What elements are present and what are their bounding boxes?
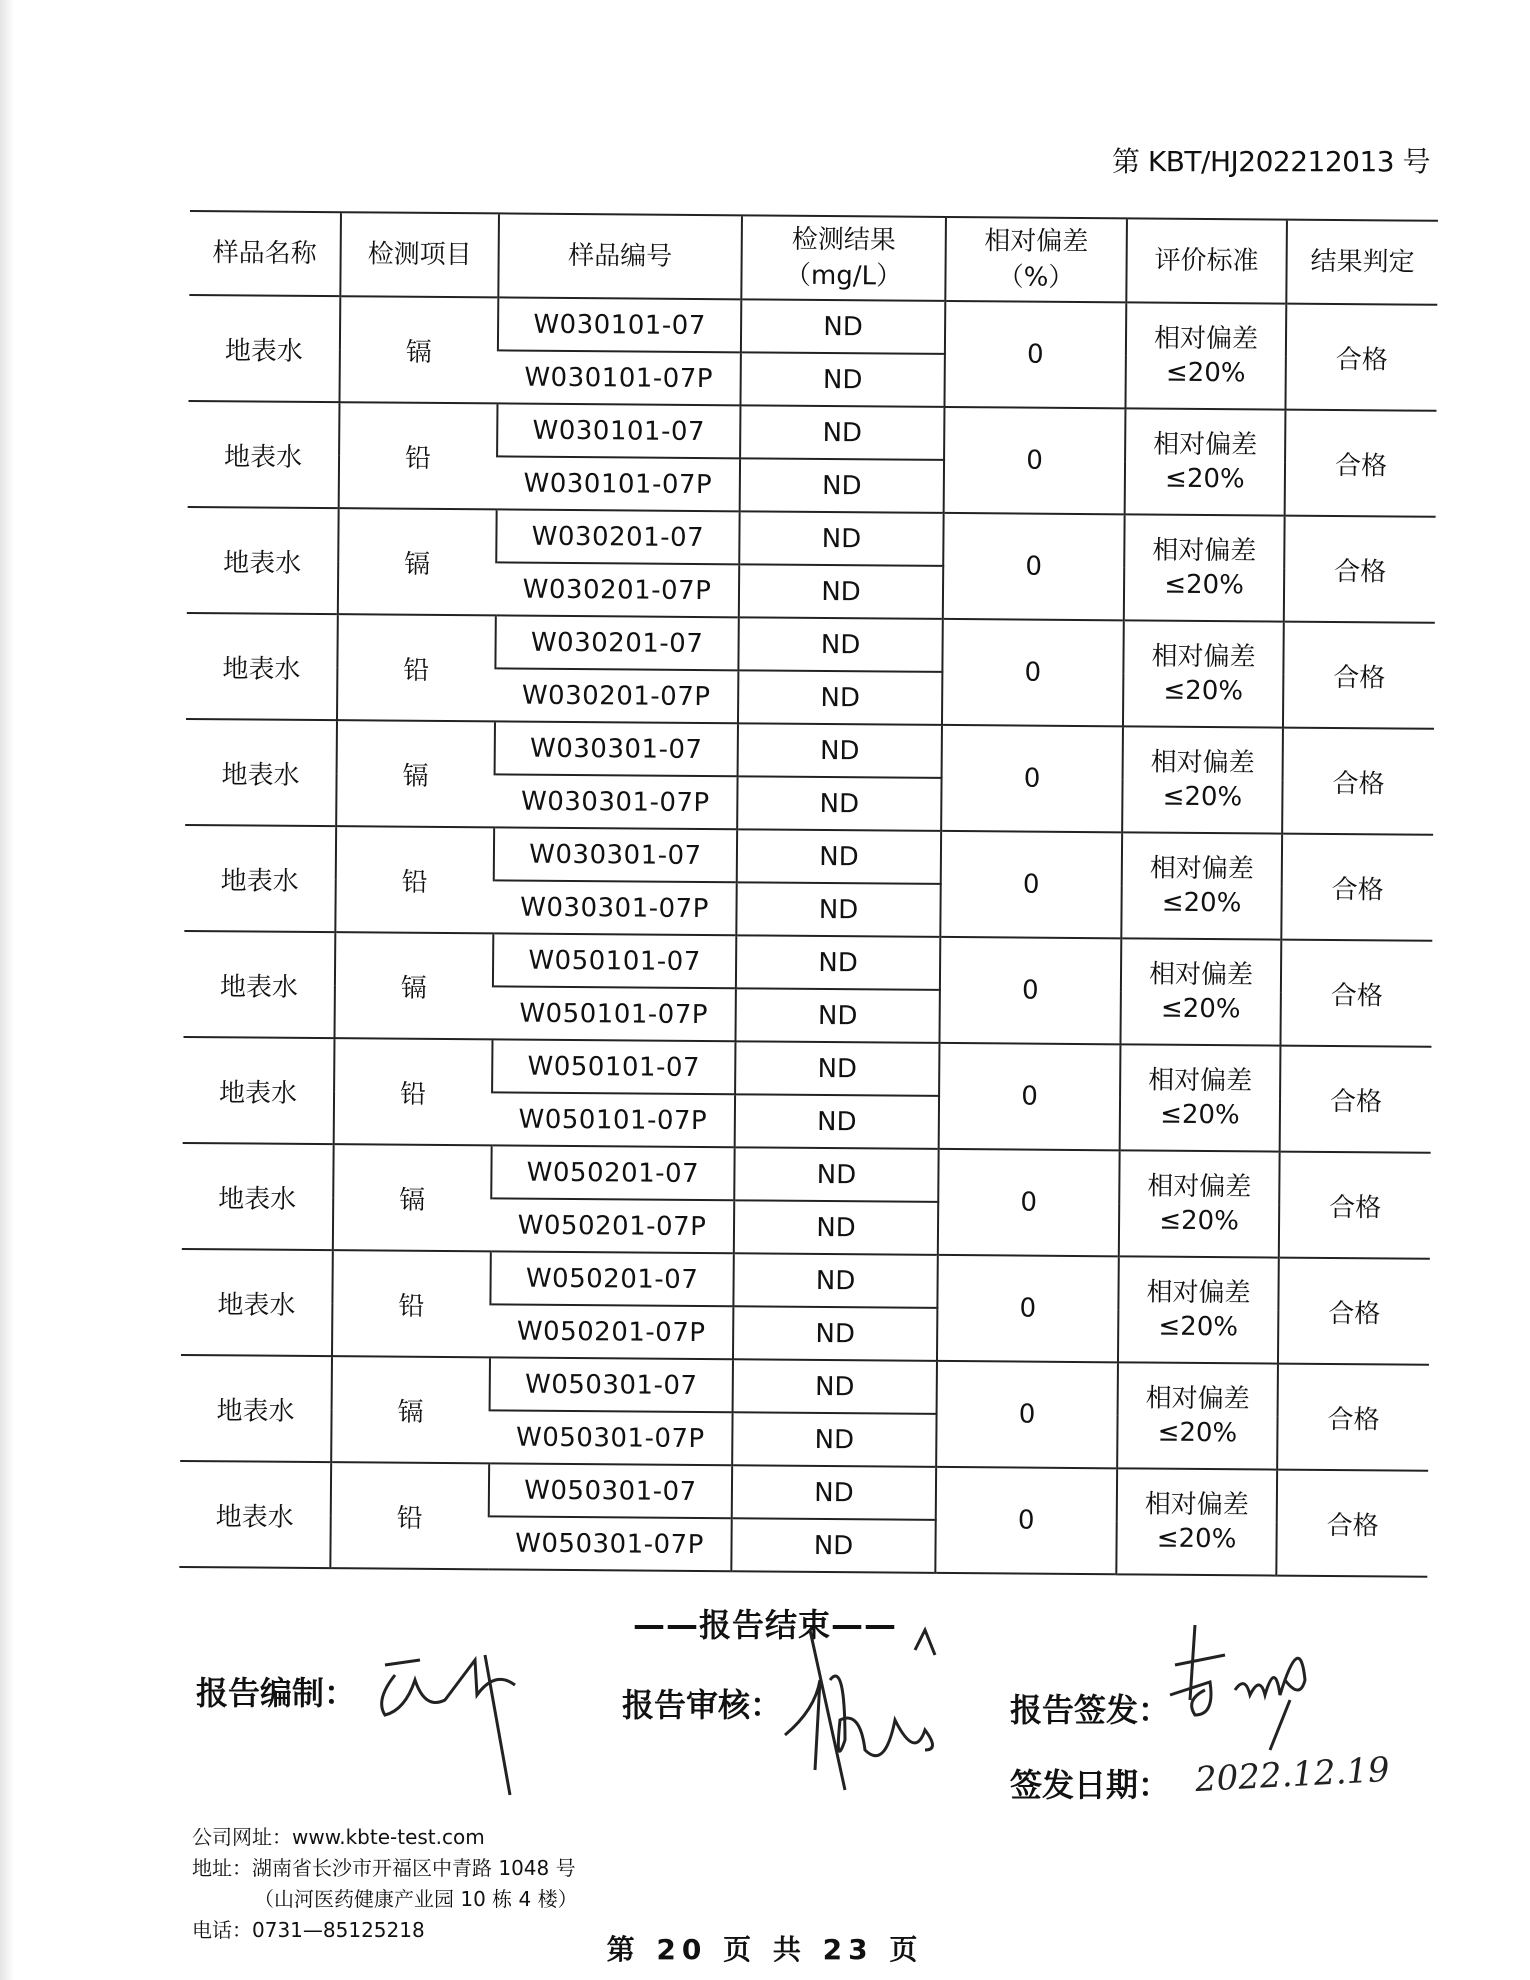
deviation-cell: 0 [938, 1149, 1120, 1256]
sample-name-cell: 地表水 [188, 295, 340, 402]
table-row [186, 719, 1434, 782]
compiled-by-label: 报告编制： [196, 1674, 357, 1712]
result-cell: ND [736, 935, 940, 990]
standard-cell: 相对偏差 ≤20% [1124, 514, 1285, 621]
deviation-cell: 0 [939, 1043, 1121, 1150]
sample-name-cell: 地表水 [187, 507, 339, 614]
header-result: 检测结果 （mg/L） [741, 215, 946, 301]
sample-id-cell: W050201-07 [491, 1145, 734, 1200]
table-row [181, 1355, 1429, 1418]
result-cell: ND [738, 723, 942, 778]
table-row [184, 931, 1432, 994]
sample-name-cell: 地表水 [182, 1143, 334, 1250]
deviation-cell: 0 [944, 407, 1126, 514]
verdict-cell: 合格 [1279, 1152, 1431, 1259]
sample-name-cell: 地表水 [181, 1249, 333, 1356]
standard-cell: 相对偏差 ≤20% [1123, 620, 1284, 727]
reviewed-by-label: 报告审核： [622, 1686, 783, 1724]
company-website: 公司网址：www.kbte-test.com [192, 1825, 485, 1849]
test-item-cell: 铅 [337, 614, 496, 721]
result-cell: ND [736, 882, 940, 937]
result-cell: ND [740, 352, 944, 407]
report-number: 第 KBT/HJ202212013 号 [1111, 145, 1430, 178]
sample-id-cell: W030101-07P [497, 456, 740, 511]
sample-id-cell: W050301-07P [489, 1410, 732, 1465]
deviation-cell: 0 [942, 619, 1124, 726]
scan-edge [0, 0, 14, 1980]
result-cell: ND [733, 1306, 937, 1361]
result-cell: ND [738, 617, 942, 672]
header-sample-id: 样品编号 [498, 213, 742, 299]
deviation-cell: 0 [940, 831, 1122, 938]
issue-date-handwritten: 2022.12.19 [1194, 1749, 1391, 1801]
results-table [179, 210, 1438, 1578]
deviation-cell: 0 [937, 1255, 1119, 1362]
result-cell: ND [740, 458, 944, 513]
result-cell: ND [733, 1359, 937, 1414]
result-cell: ND [741, 299, 945, 354]
standard-cell: 相对偏差 ≤20% [1120, 1044, 1281, 1151]
sample-id-cell: W050101-07 [493, 933, 736, 988]
compiler-signature [365, 1640, 545, 1800]
deviation-cell: 0 [935, 1467, 1117, 1574]
table-row [186, 613, 1434, 676]
sample-id-cell: W030301-07P [494, 774, 737, 829]
deviation-cell: 0 [941, 725, 1123, 832]
sample-id-cell: W050101-07P [492, 1092, 735, 1147]
verdict-cell: 合格 [1283, 622, 1435, 729]
sample-name-cell: 地表水 [184, 931, 336, 1038]
header-deviation: 相对偏差 （%） [945, 217, 1127, 302]
sample-name-cell: 地表水 [180, 1355, 332, 1462]
table-row [180, 1461, 1428, 1524]
company-phone: 电话：0731—85125218 [192, 1918, 425, 1942]
result-cell: ND [737, 776, 941, 831]
issue-date-label: 签发日期： [1010, 1766, 1171, 1804]
sample-id-cell: W050301-07P [488, 1516, 731, 1571]
standard-cell: 相对偏差 ≤20% [1118, 1256, 1279, 1363]
test-item-cell: 铅 [339, 402, 498, 509]
sample-id-cell: W050301-07 [490, 1357, 733, 1412]
result-cell: ND [735, 1094, 939, 1149]
standard-cell: 相对偏差 ≤20% [1116, 1468, 1277, 1575]
verdict-cell: 合格 [1277, 1364, 1429, 1471]
sample-id-cell: W050201-07P [491, 1198, 734, 1253]
result-cell: ND [740, 405, 944, 460]
standard-cell: 相对偏差 ≤20% [1122, 726, 1283, 833]
sample-id-cell: W030201-07P [495, 668, 738, 723]
header-test-item: 检测项目 [340, 212, 499, 297]
table-row [185, 825, 1433, 888]
sample-id-cell: W050201-07 [490, 1251, 733, 1306]
test-item-cell: 镉 [333, 1144, 492, 1251]
verdict-cell: 合格 [1276, 1470, 1428, 1577]
test-item-cell: 镉 [338, 508, 497, 615]
result-cell: ND [734, 1200, 938, 1255]
result-cell: ND [739, 564, 943, 619]
sample-name-cell: 地表水 [179, 1461, 331, 1568]
table-row [187, 507, 1435, 570]
test-item-cell: 镉 [336, 720, 495, 827]
verdict-cell: 合格 [1278, 1258, 1430, 1365]
standard-cell: 相对偏差 ≤20% [1120, 938, 1281, 1045]
result-cell: ND [739, 511, 943, 566]
sample-id-cell: W030101-07 [498, 297, 741, 352]
sample-name-cell: 地表水 [183, 1037, 335, 1144]
sample-id-cell: W030201-07P [496, 562, 739, 617]
header-standard: 评价标准 [1126, 218, 1287, 303]
sample-name-cell: 地表水 [188, 401, 340, 508]
table-row [183, 1037, 1431, 1100]
sample-id-cell: W030301-07 [494, 827, 737, 882]
test-item-cell: 镉 [339, 296, 498, 403]
result-cell: ND [734, 1147, 938, 1202]
result-cell: ND [737, 829, 941, 884]
standard-cell: 相对偏差 ≤20% [1121, 832, 1282, 939]
test-item-cell: 铅 [335, 826, 494, 933]
deviation-cell: 0 [936, 1361, 1118, 1468]
sample-id-cell: W030201-07 [495, 615, 738, 670]
sample-id-cell: W050301-07 [489, 1463, 732, 1518]
test-item-cell: 铅 [332, 1250, 491, 1357]
result-cell: ND [738, 670, 942, 725]
verdict-cell: 合格 [1281, 834, 1433, 941]
test-item-cell: 铅 [330, 1462, 489, 1569]
table-row [188, 401, 1436, 464]
sample-name-cell: 地表水 [184, 825, 336, 932]
sample-id-cell: W030301-07 [495, 721, 738, 776]
deviation-cell: 0 [939, 937, 1121, 1044]
header-sample-name: 样品名称 [189, 211, 341, 296]
result-cell: ND [732, 1465, 936, 1520]
table-header-row [189, 211, 1438, 305]
table-row [189, 295, 1437, 358]
company-address: 地址：湖南省长沙市开福区中青路 1048 号 [192, 1856, 576, 1880]
reviewer-signature [775, 1620, 975, 1820]
sample-id-cell: W030201-07 [496, 509, 739, 564]
result-cell: ND [732, 1412, 936, 1467]
report-end: ——报告结束—— [632, 1606, 897, 1644]
test-item-cell: 铅 [334, 1038, 493, 1145]
test-item-cell: 镉 [335, 932, 494, 1039]
result-cell: ND [735, 1041, 939, 1096]
result-cell: ND [735, 988, 939, 1043]
sample-id-cell: W050201-07P [490, 1304, 733, 1359]
sample-name-cell: 地表水 [185, 719, 337, 826]
standard-cell: 相对偏差 ≤20% [1117, 1362, 1278, 1469]
company-address-detail: （山河医药健康产业园 10 栋 4 楼） [254, 1887, 578, 1911]
deviation-cell: 0 [943, 513, 1125, 620]
header-verdict: 结果判定 [1286, 220, 1438, 305]
deviation-cell: 0 [944, 301, 1126, 408]
sample-name-cell: 地表水 [186, 613, 338, 720]
sample-id-cell: W050101-07P [492, 986, 735, 1041]
verdict-cell: 合格 [1280, 1046, 1432, 1153]
sample-id-cell: W030101-07 [497, 403, 740, 458]
verdict-cell: 合格 [1285, 410, 1437, 517]
verdict-cell: 合格 [1284, 516, 1436, 623]
verdict-cell: 合格 [1282, 728, 1434, 835]
sample-id-cell: W030101-07P [497, 350, 740, 405]
result-cell: ND [733, 1253, 937, 1308]
page-number: 第 20 页 共 23 页 [606, 1933, 924, 1966]
issued-by-label: 报告签发： [1010, 1691, 1171, 1729]
result-cell: ND [731, 1518, 935, 1573]
standard-cell: 相对偏差 ≤20% [1125, 408, 1286, 515]
table-row [182, 1143, 1430, 1206]
standard-cell: 相对偏差 ≤20% [1119, 1150, 1280, 1257]
verdict-cell: 合格 [1285, 304, 1437, 411]
test-item-cell: 镉 [331, 1356, 490, 1463]
standard-cell: 相对偏差 ≤20% [1125, 302, 1286, 409]
table-row [181, 1249, 1429, 1312]
sample-id-cell: W030301-07P [493, 880, 736, 935]
sample-id-cell: W050101-07 [492, 1039, 735, 1094]
verdict-cell: 合格 [1280, 940, 1432, 1047]
